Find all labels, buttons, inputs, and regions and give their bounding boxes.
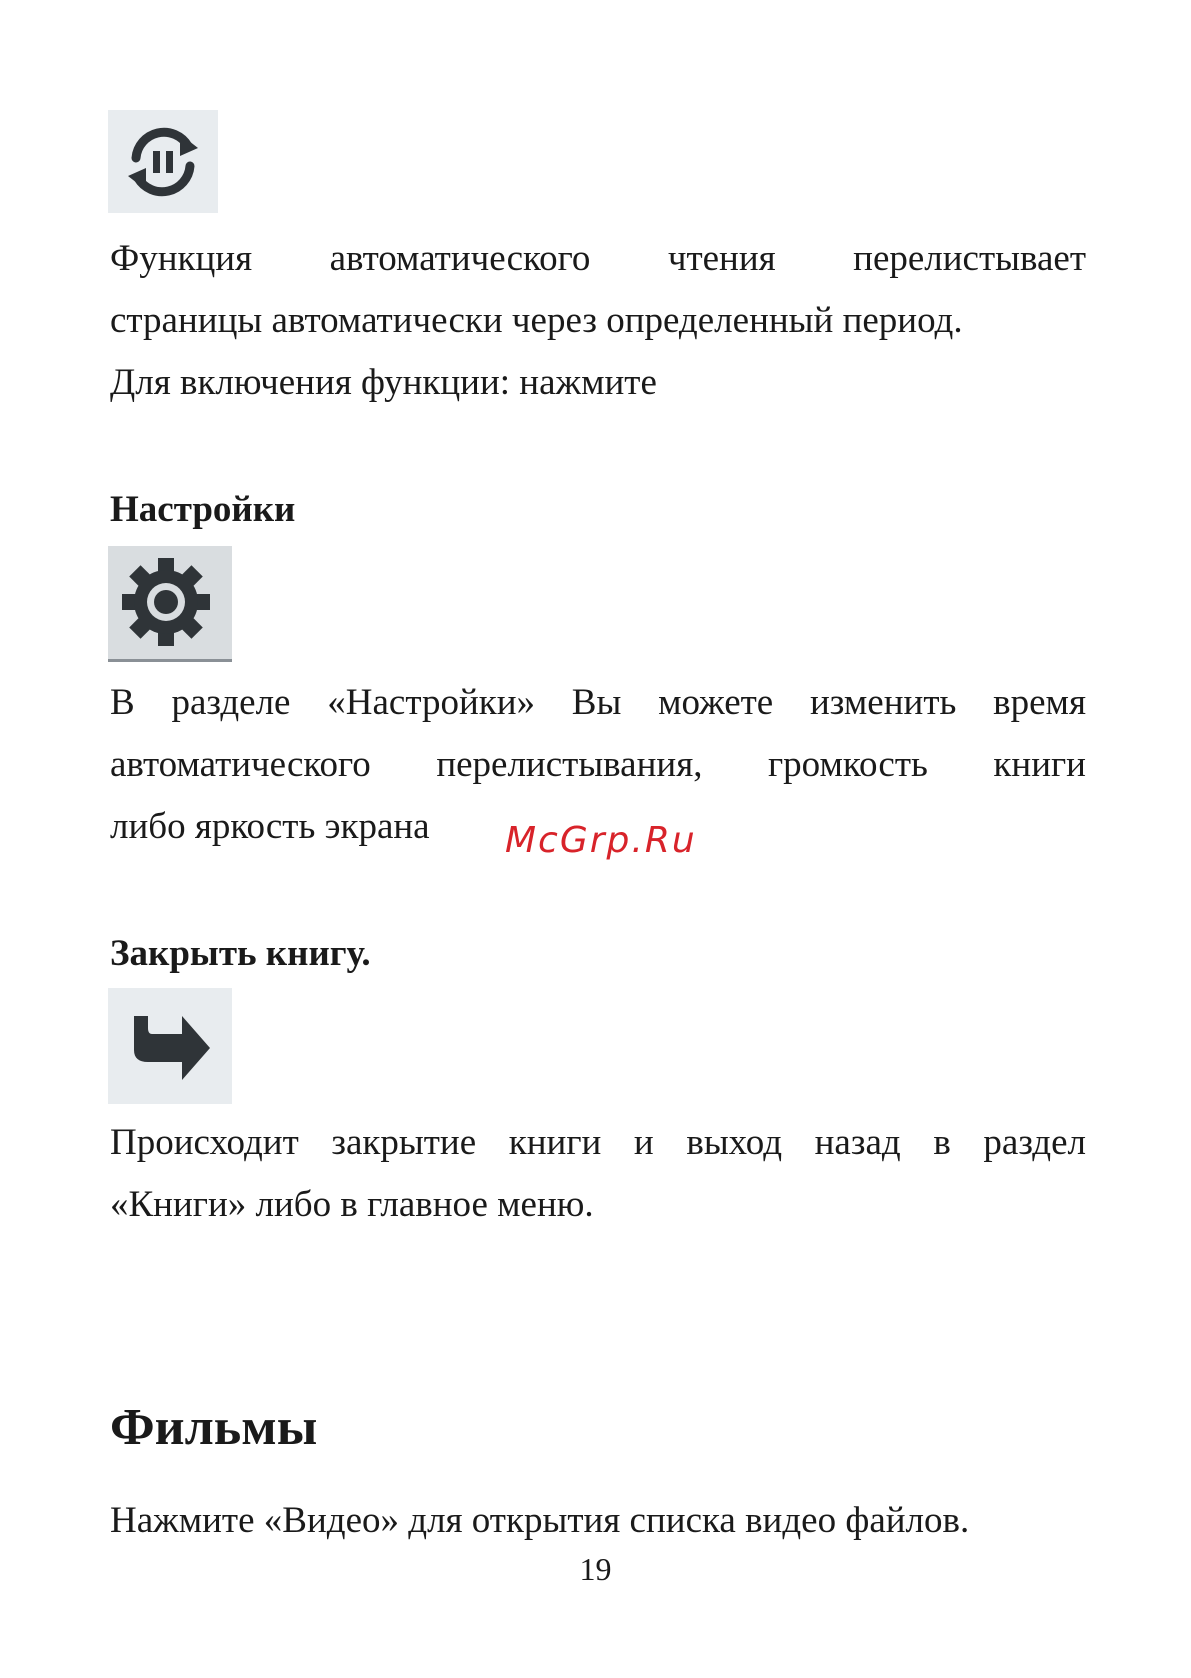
- auto-read-line-2: страницы автоматически через определенный период.: [110, 300, 963, 341]
- settings-heading: Настройки: [110, 489, 296, 530]
- close-book-icon-box: [108, 988, 232, 1104]
- page-number: 19: [579, 1551, 612, 1587]
- auto-read-line-1: Функция автоматического чтения перелистывает: [110, 238, 1086, 279]
- auto-read-icon-box: [108, 110, 218, 213]
- auto-read-line-3: Для включения функции: нажмите: [110, 362, 657, 403]
- close-book-line-1: Происходит закрытие книги и выход назад в раздел: [110, 1122, 1086, 1163]
- films-heading: Фильмы: [110, 1399, 318, 1456]
- settings-icon-box: [108, 546, 232, 662]
- settings-line-2: автоматического перелистывания, громкость книги: [110, 744, 1086, 785]
- watermark: McGrp.Ru: [505, 820, 697, 861]
- auto-read-description: [110, 228, 1086, 414]
- return-arrow-icon: [108, 988, 232, 1104]
- gear-icon: [108, 546, 232, 659]
- settings-line-3: либо яркость экрана: [110, 806, 430, 847]
- close-book-heading: Закрыть книгу.: [110, 933, 371, 974]
- close-book-description: [110, 1112, 1086, 1236]
- films-description: [110, 1490, 1086, 1552]
- settings-line-1: В разделе «Настройки» Вы можете изменить время: [110, 682, 1086, 723]
- close-book-line-2: «Книги» либо в главное меню.: [110, 1184, 594, 1225]
- films-line-1: Нажмите «Видео» для открытия списка видео файлов.: [110, 1500, 970, 1541]
- auto-read-pause-icon: [108, 110, 218, 213]
